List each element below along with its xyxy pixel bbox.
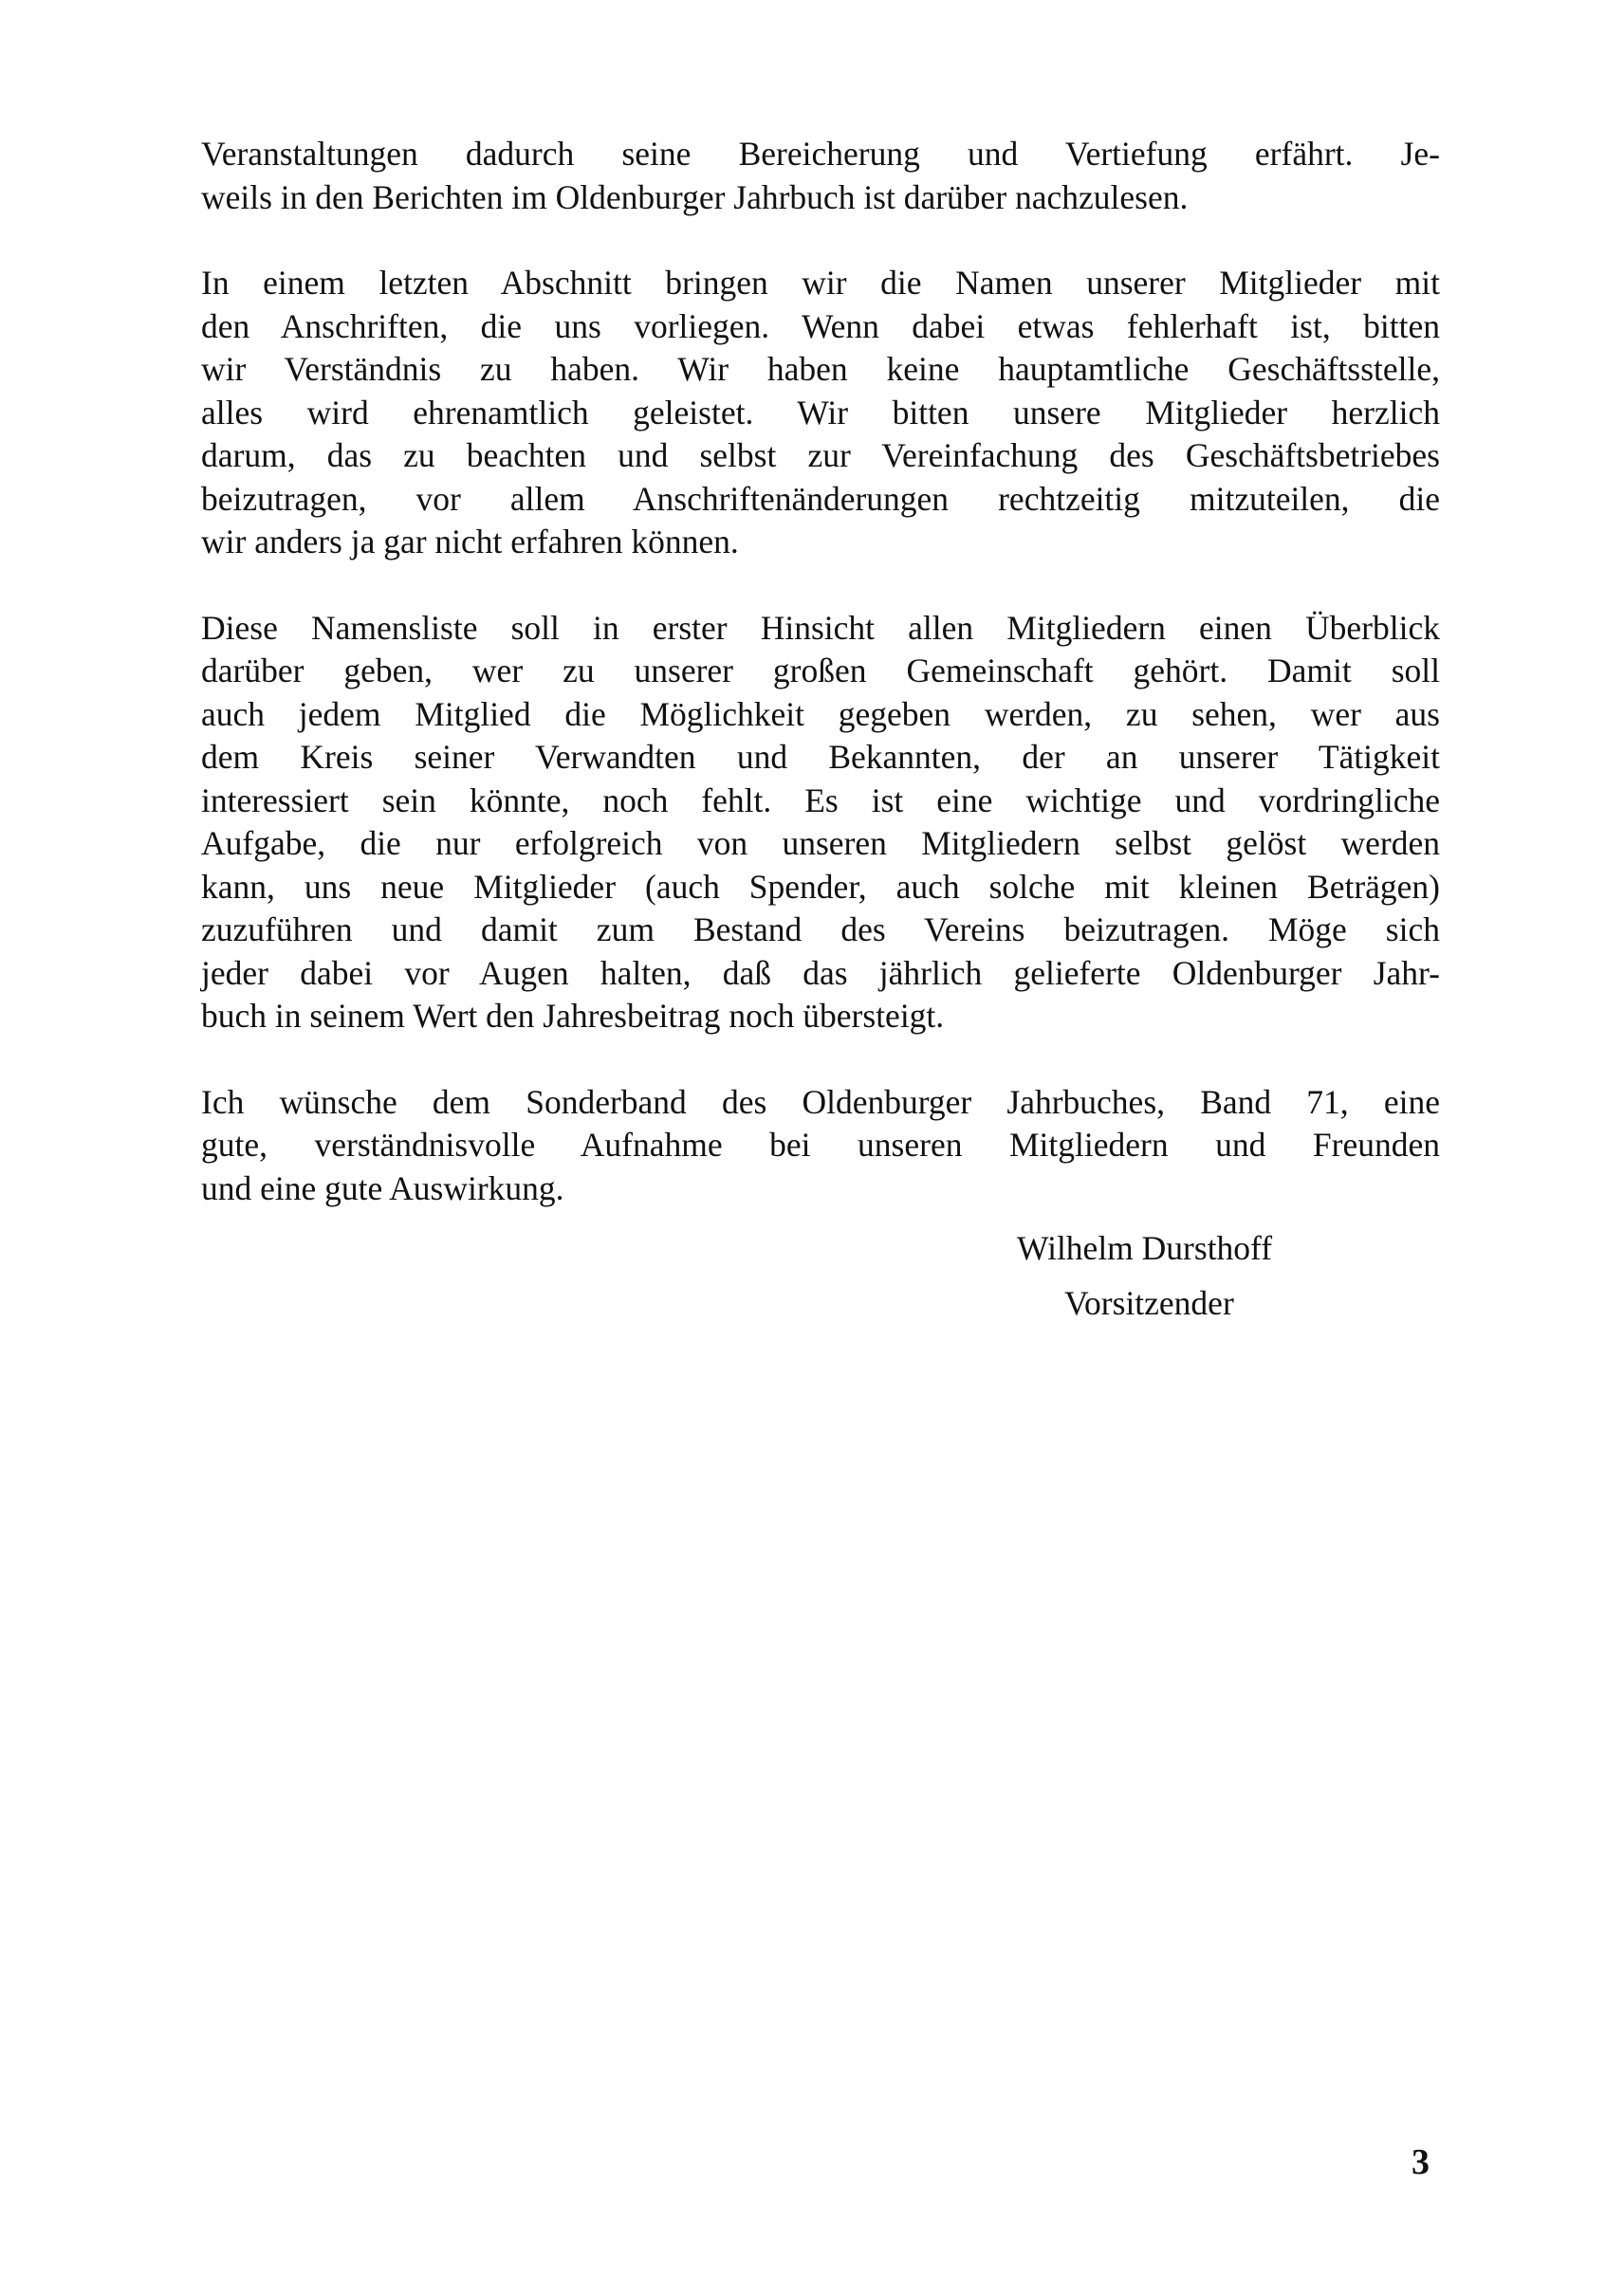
paragraph [201,607,1440,1038]
page-number: 3 [1412,2142,1430,2182]
text-line: jeder dabei vor Augen halten, daß das jährlich gelieferte Oldenburger Jahr- [201,953,1440,992]
text-line: wir Verständnis zu haben. Wir haben keine hauptamtliche Geschäftsstelle, [201,350,1440,388]
paragraph [201,1081,1440,1211]
paragraph [201,133,1440,219]
text-line: und eine gute Auswirkung. [201,1168,564,1207]
text-line: interessiert sein könnte, noch fehlt. Es ist eine wichtige und vordringliche [201,781,1440,819]
text-line: auch jedem Mitglied die Möglichkeit gegeben werden, zu sehen, wer aus [201,694,1440,733]
signature-block [1017,1221,1396,1331]
text-line: darüber geben, wer zu unserer großen Gemeinschaft gehört. Damit soll [201,652,1440,689]
text-line: weils in den Berichten im Oldenburger Jahrbuch ist darüber nachzulesen. [201,177,1189,216]
text-line: dem Kreis seiner Verwandten und Bekannten, der an unserer Tätigkeit [201,738,1440,776]
text-line: alles wird ehrenamtlich geleistet. Wir bitten unsere Mitglieder herzlich [201,393,1440,432]
text-line: darum, das zu beachten und selbst zur Vereinfachung des Geschäftsbetriebes [201,436,1440,474]
text-line: Veranstaltungen dadurch seine Bereicherung und Vertiefung erfährt. Je- [201,135,1440,173]
paragraph [201,262,1440,564]
text-line: gute, verständnisvolle Aufnahme bei unseren Mitgliedern und Freunden [201,1126,1440,1164]
signature-name: Wilhelm Dursthoff [1017,1229,1273,1267]
text-line: zuzuführen und damit zum Bestand des Vereins beizutragen. Möge sich [201,910,1440,948]
text-line: Diese Namensliste soll in erster Hinsicht allen Mitgliedern einen Überblick [201,608,1440,647]
text-line: beizutragen, vor allem Anschriftenänderungen rechtzeitig mitzuteilen, die [201,479,1440,518]
text-line: In einem letzten Abschnitt bringen wir die Namen unserer Mitglieder mit [201,264,1440,302]
body-text [201,133,1440,1253]
signature-role: Vorsitzender [1064,1284,1234,1322]
text-line: wir anders ja gar nicht erfahren können. [201,523,739,560]
text-line: den Anschriften, die uns vorliegen. Wenn dabei etwas fehlerhaft ist, bitten [201,306,1440,345]
text-line: buch in seinem Wert den Jahresbeitrag noch übersteigt. [201,997,945,1035]
text-line: Ich wünsche dem Sonderband des Oldenburger Jahrbuches, Band 71, eine [201,1082,1440,1121]
text-line: Aufgabe, die nur erfolgreich von unseren Mitgliedern selbst gelöst werden [201,824,1440,862]
text-line: kann, uns neue Mitglieder (auch Spender, auch solche mit kleinen Beträgen) [201,867,1440,906]
